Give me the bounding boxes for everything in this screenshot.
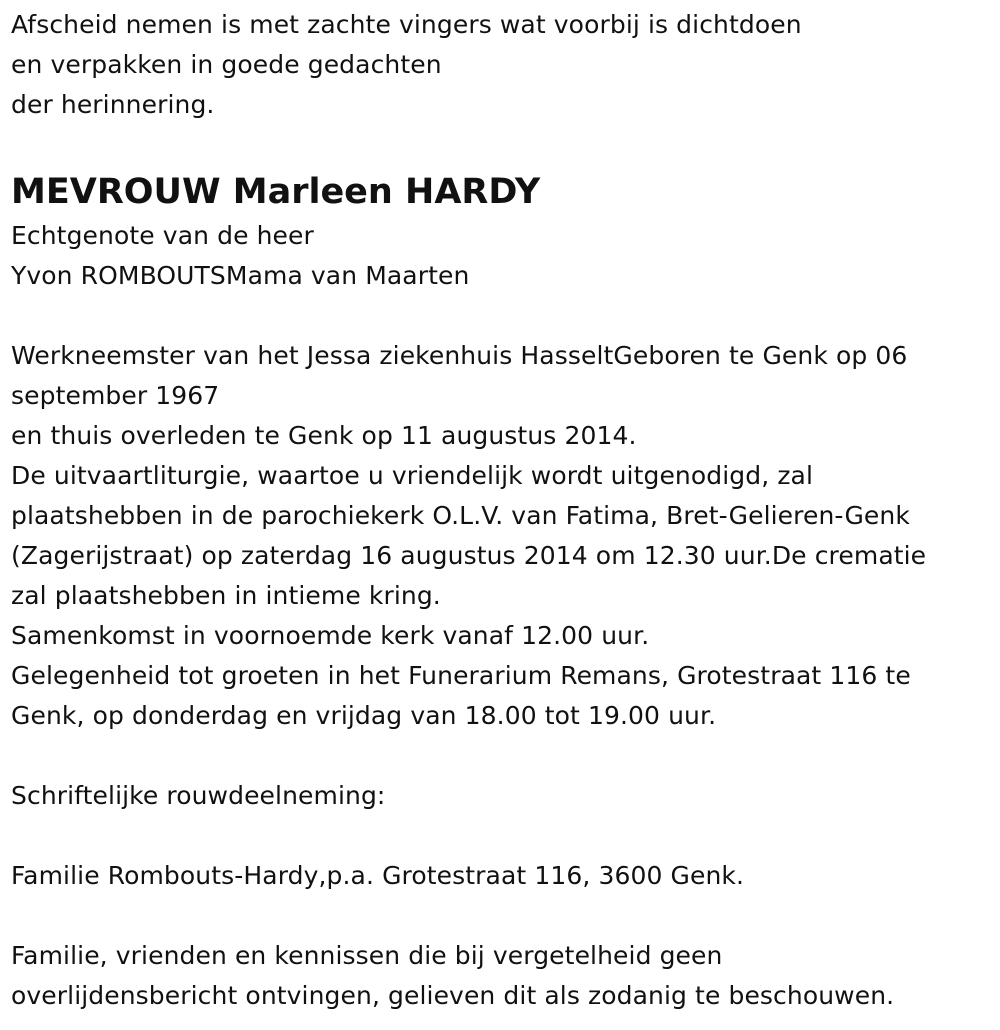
poem-line: en verpakken in goede gedachten (11, 50, 442, 79)
condolence-address: Familie Rombouts-Hardy,p.a. Grotestraat 116, 3600 Genk. (11, 861, 745, 890)
poem-line: Afscheid nemen is met zachte vingers wat voorbij is dichtdoen (11, 10, 802, 39)
closing-note (11, 936, 991, 1016)
spacer (11, 816, 991, 856)
announcement-line: plaatshebben in de parochiekerk O.L.V. van Fatima, Bret-Gelieren-Genk (11, 501, 910, 530)
closing-line: overlijdensbericht ontvingen, gelieven dit als zodanig te beschouwen. (11, 981, 895, 1010)
announcement-line: zal plaatshebben in intieme kring. (11, 581, 441, 610)
spacer (11, 125, 991, 166)
announcement-line: Samenkomst in voornoemde kerk vanaf 12.00 uur. (11, 621, 650, 650)
poem-line: der herinnering. (11, 90, 215, 119)
announcement (11, 336, 991, 736)
relations (11, 216, 991, 296)
spacer (11, 296, 991, 336)
spacer (11, 736, 991, 776)
announcement-line: Gelegenheid tot groeten in het Funerarium Remans, Grotestraat 116 te (11, 661, 911, 690)
announcement-line: Werkneemster van het Jessa ziekenhuis HasseltGeboren te Genk op 06 (11, 341, 908, 370)
announcement-line: (Zagerijstraat) op zaterdag 16 augustus 2014 om 12.30 uur.De crematie (11, 541, 927, 570)
announcement-line: september 1967 (11, 381, 220, 410)
closing-line: Familie, vrienden en kennissen die bij vergetelheid geen (11, 941, 723, 970)
spacer (11, 896, 991, 936)
condolence-heading: Schriftelijke rouwdeelneming: (11, 781, 386, 810)
death-notice (11, 5, 991, 1016)
announcement-line: en thuis overleden te Genk op 11 augustus 2014. (11, 421, 637, 450)
poem (11, 5, 991, 125)
relation-line: Yvon ROMBOUTSMama van Maarten (11, 261, 470, 290)
announcement-line: Genk, op donderdag en vrijdag van 18.00 tot 19.00 uur. (11, 701, 717, 730)
deceased-name: MEVROUW Marleen HARDY (11, 172, 541, 212)
relation-line: Echtgenote van de heer (11, 221, 314, 250)
announcement-line: De uitvaartliturgie, waartoe u vriendelijk wordt uitgenodigd, zal (11, 461, 814, 490)
